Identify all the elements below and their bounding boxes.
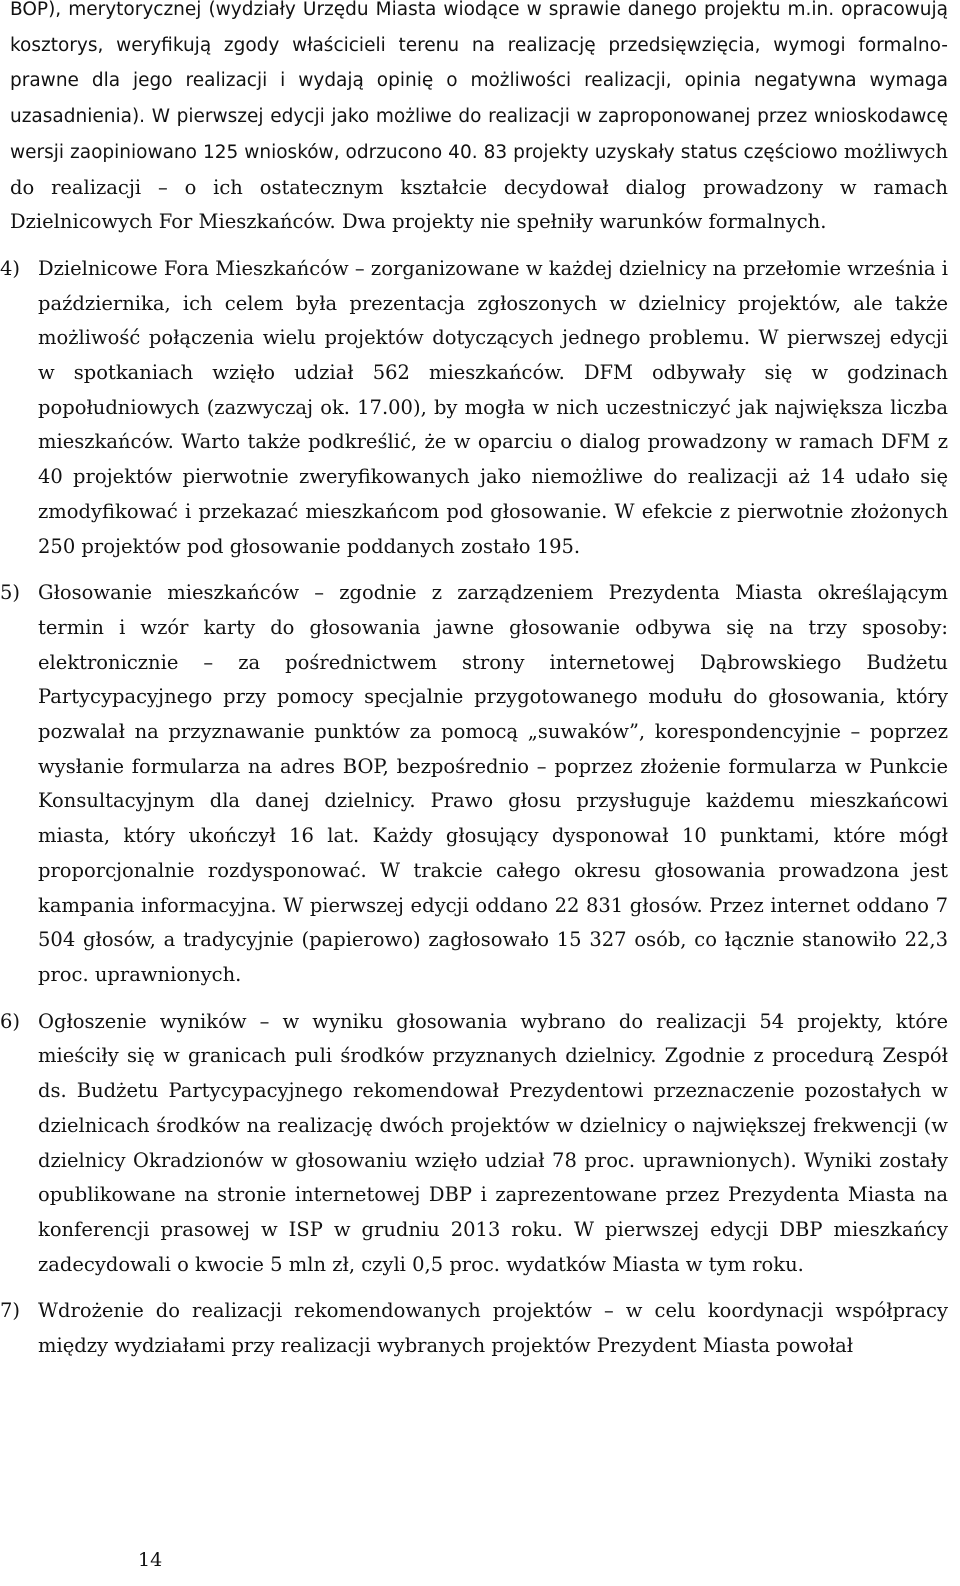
list-item-text: Głosowanie mieszkańców – zgodnie z zarządzeniem Prezydenta Miasta określającym termin i wzór karty do głosowania jawne głosowanie odbywa się na trzy sposoby: elektronicznie – za pośrednictwem strony internetowej Dąbrowskiego Budżetu Partycypacyjnego przy pomocy specjalnie przygotowanego modułu do głosowania, który pozwalał na przyznawanie punktów za pomocą „suwaków”, korespondencyjnie – poprzez wysłanie formularza na adres BOP, bezpośrednio – poprzez złożenie formularza w Punkcie Konsultacyjnym dla danej dzielnicy. Prawo głosu przysługuje każdemu mieszkańcowi miasta, który ukończył 16 lat. Każdy głosujący dysponował 10 punktami, które mógł proporcjonalnie rozdysponować. W trakcie całego okresu głosowania prowadzona jest kampania informacyjna. W pierwszej edycji oddano 22 831 głosów. Przez internet oddano 7 504 głosów, a tradycyjnie (papierowo) zagłosowało 15 327 osób, co łącznie stanowiło 22,3 proc. uprawnionych. [38, 581, 948, 986]
list-item-7 [0, 1294, 948, 1363]
list-item-5 [0, 576, 948, 992]
list-item-text: Wdrożenie do realizacji rekomendowanych projektów – w celu koordynacji współpracy między wydziałami przy realizacji wybranych projektów Prezydent Miasta powołał [38, 1299, 948, 1358]
intro-sans-text: BOP), merytorycznej (wydziały Urzędu Miasta wiodące w sprawie danego projektu m.in. opracowują kosztorys, weryfikują zgody właścicieli terenu na realizację przedsięwzięcia, wymogi formalno-prawne dla jego realizacji i wydają opinię o możliwości realizacji, opinia negatywna wymaga uzasadnienia). W pierwszej edycji jako możliwe do realizacji w zaproponowanej przez wnioskodawcę wersji zaopiniowano 125 wniosków, odrzucono 40. 83 projekty uzyskały status częściowo [10, 0, 948, 163]
list-item-text: Dzielnicowe Fora Mieszkańców – zorganizowane w każdej dzielnicy na przełomie września i października, ich celem była prezentacja zgłoszonych w dzielnicy projektów, ale także możliwość połączenia wielu projektów dotyczących jednego problemu. W pierwszej edycji w spotkaniach wzięło udział 562 mieszkańców. DFM odbywały się w godzinach popołudniowych (zazwyczaj ok. 17.00), by mogła w nich uczestniczyć jak największa liczba mieszkańców. Warto także podkreślić, że w oparciu o dialog prowadzony w ramach DFM z 40 projektów pierwotnie zweryfikowanych jako niemożliwe do realizacji aż 14 udało się zmodyfikować i przekazać mieszkańcom pod głosowanie. W efekcie z pierwotnie złożonych 250 projektów pod głosowanie poddanych zostało 195. [38, 256, 948, 558]
list-item-text: Ogłoszenie wyników – w wyniku głosowania wybrano do realizacji 54 projekty, które mieściły się w granicach puli środków przyznanych dzielnicy. Zgodnie z procedurą Zespół ds. Budżetu Partycypacyjnego rekomendował Prezydentowi przeznaczenie pozostałych w dzielnicach środków na realizację dwóch projektów w dzielnicy o największej frekwencji (w dzielnicy Okradzionów w głosowaniu wzięło udział 78 proc. uprawnionych). Wyniki zostały opublikowane na stronie internetowej DBP i zaprezentowane przez Prezydenta Miasta na konferencji prasowej w ISP w grudniu 2013 roku. W pierwszej edycji DBP mieszkańcy zadecydowali o kwocie 5 mln zł, czyli 0,5 proc. wydatków Miasta w tym roku. [38, 1009, 948, 1276]
intro-serif-text: możliwych do realizacji – o ich ostatecznym kształcie decydował dialog prowadzony w ramach Dzielnicowych For Mieszkańców. Dwa projekty nie spełniły warunków formalnych. [10, 139, 948, 234]
list-number: 7) [0, 1299, 21, 1323]
list-item-6 [0, 1005, 948, 1283]
list-number: 4) [0, 256, 21, 280]
list-item-4 [0, 252, 948, 564]
intro-paragraph [10, 0, 948, 240]
list-number: 5) [0, 581, 21, 605]
page-number: 14 [138, 1549, 163, 1571]
list-number: 6) [0, 1009, 21, 1033]
